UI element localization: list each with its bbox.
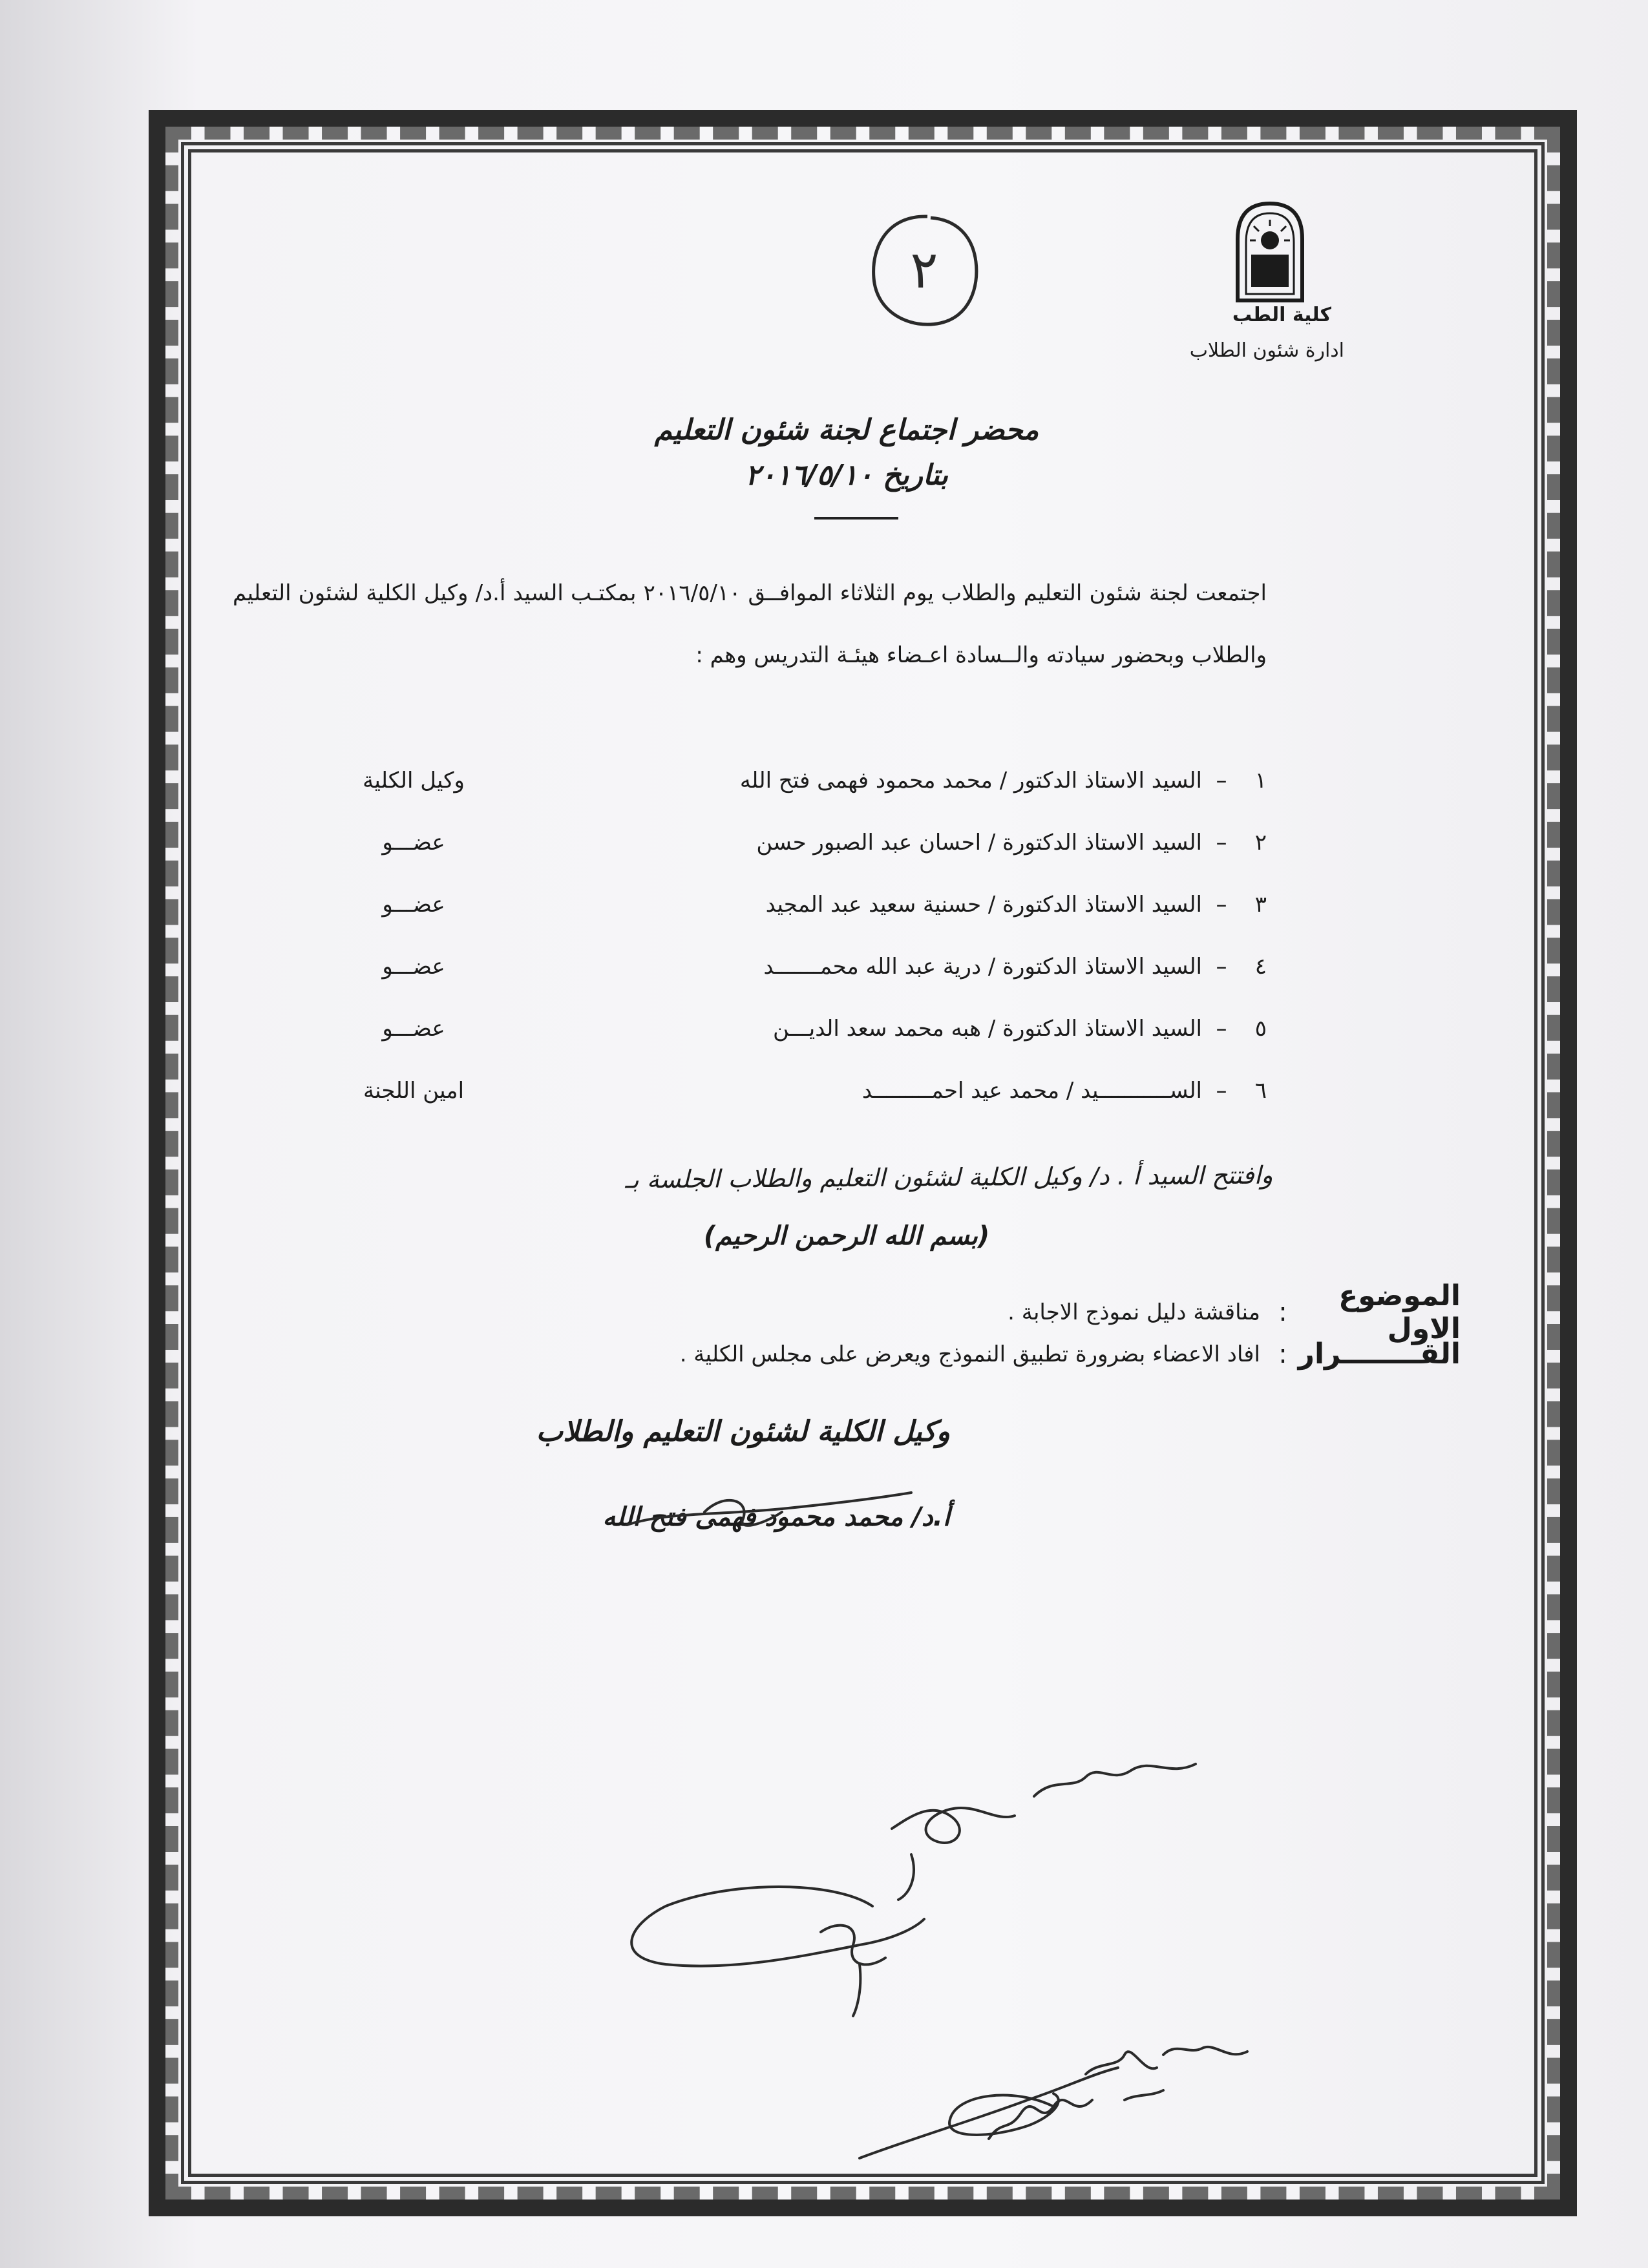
intro-paragraph: اجتمعت لجنة شئون التعليم والطلاب يوم الثلاثاء الموافــق ٢٠١٦/٥/١٠ بمكتـب السيد أ.د/ وكيل الكلية لشئون التعليم والطلاب وبحضور سيادته والــسادة اعـضاء هيئـة التدريس وهم : (233, 580, 1267, 668)
document-date: بتاريخ ٢٠١٦/٥/١٠ (745, 459, 948, 492)
member-role: وكيل الكلية (363, 768, 465, 793)
signer-name: أ.د/ محمد محمود فهمى فتح الله (602, 1502, 950, 1532)
handwritten-note-2-stroke (1163, 2047, 1247, 2055)
member-row (220, 1060, 1267, 1122)
handwritten-note-1-stroke (892, 1808, 1015, 1843)
member-row (220, 750, 1267, 812)
document-page (213, 174, 1480, 2171)
member-dash: – (1216, 1016, 1227, 1042)
basmala: (بسم الله الرحمن الرحيم) (703, 1221, 990, 1251)
decision-label: القــــــــرار (1298, 1338, 1461, 1370)
topic-label: الموضوع الاول (1338, 1279, 1461, 1345)
decision-text: افاد الاعضاء بضرورة تطبيق النموذج ويعرض على مجلس الكلية . (679, 1341, 1260, 1367)
member-role: عضـــو (382, 954, 445, 980)
signature-stroke (853, 1964, 860, 2016)
member-role: امين اللجنة (363, 1078, 465, 1104)
members-list (220, 750, 1267, 1122)
member-name: الســـــــــــيد / محمد عيد احمـــــــــد (861, 1078, 1202, 1104)
member-name: السيد الاستاذ الدكتورة / درية عبد الله محمـــــــد (763, 954, 1202, 980)
title-underline (814, 517, 898, 520)
member-number: ٣ (1254, 892, 1267, 918)
member-dash: – (1216, 768, 1227, 793)
signature-stroke (1125, 2090, 1163, 2100)
university-logo (1234, 200, 1305, 304)
document-title: محضر اجتماع لجنة شئون التعليم (654, 414, 1039, 446)
member-name: السيد الاستاذ الدكتورة / حسنية سعيد عبد المجيد (765, 892, 1202, 918)
signature-stroke (821, 1926, 885, 1965)
member-number: ٤ (1254, 954, 1267, 980)
topic-colon: : (1278, 1297, 1287, 1327)
member-number: ٦ (1254, 1078, 1267, 1104)
topic-row (297, 1279, 1461, 1345)
member-row (220, 812, 1267, 874)
signature-stroke (860, 2068, 1118, 2158)
member-name: السيد الاستاذ الدكتور / محمد محمود فهمى فتح الله (739, 768, 1202, 793)
member-row (220, 998, 1267, 1060)
member-dash: – (1216, 892, 1227, 918)
signer-title: وكيل الكلية لشئون التعليم والطلاب (536, 1415, 950, 1448)
page-number-text: ٢ (910, 240, 938, 300)
member-row (220, 936, 1267, 998)
opening-statement: وافتتح السيد أ . د/ وكيل الكلية لشئون التعليم والطلاب الجلسة بـ (625, 1160, 1274, 1194)
member-role: عضـــو (382, 1016, 445, 1042)
member-dash: – (1216, 954, 1227, 980)
member-role: عضـــو (382, 892, 445, 918)
decision-row (297, 1338, 1461, 1370)
member-number: ١ (1254, 768, 1267, 793)
member-name: السيد الاستاذ الدكتورة / هبه محمد سعد الديـــن (772, 1016, 1202, 1042)
member-number: ٥ (1254, 1016, 1267, 1042)
member-name: السيد الاستاذ الدكتورة / احسان عبد الصبور حسن (756, 830, 1202, 856)
handwritten-signatures (213, 1454, 1480, 2165)
college-name: كلية الطب (1232, 304, 1331, 326)
handwritten-note-2-stroke (1086, 2052, 1157, 2074)
member-dash: – (1216, 830, 1227, 856)
decision-colon: : (1278, 1339, 1287, 1369)
member-role: عضـــو (382, 830, 445, 856)
member-number: ٢ (1254, 830, 1267, 856)
handwritten-note-1-stroke (898, 1854, 914, 1900)
member-dash: – (1216, 1078, 1227, 1104)
member-row (220, 874, 1267, 936)
department-name: ادارة شئون الطلاب (1189, 339, 1344, 362)
signature-stroke (949, 2094, 1059, 2135)
topic-text: مناقشة دليل نموذج الاجابة . (1008, 1299, 1260, 1325)
handwritten-note-1-stroke (1034, 1764, 1196, 1796)
signature-stroke (631, 1887, 924, 1966)
circled-page-number (866, 210, 982, 333)
